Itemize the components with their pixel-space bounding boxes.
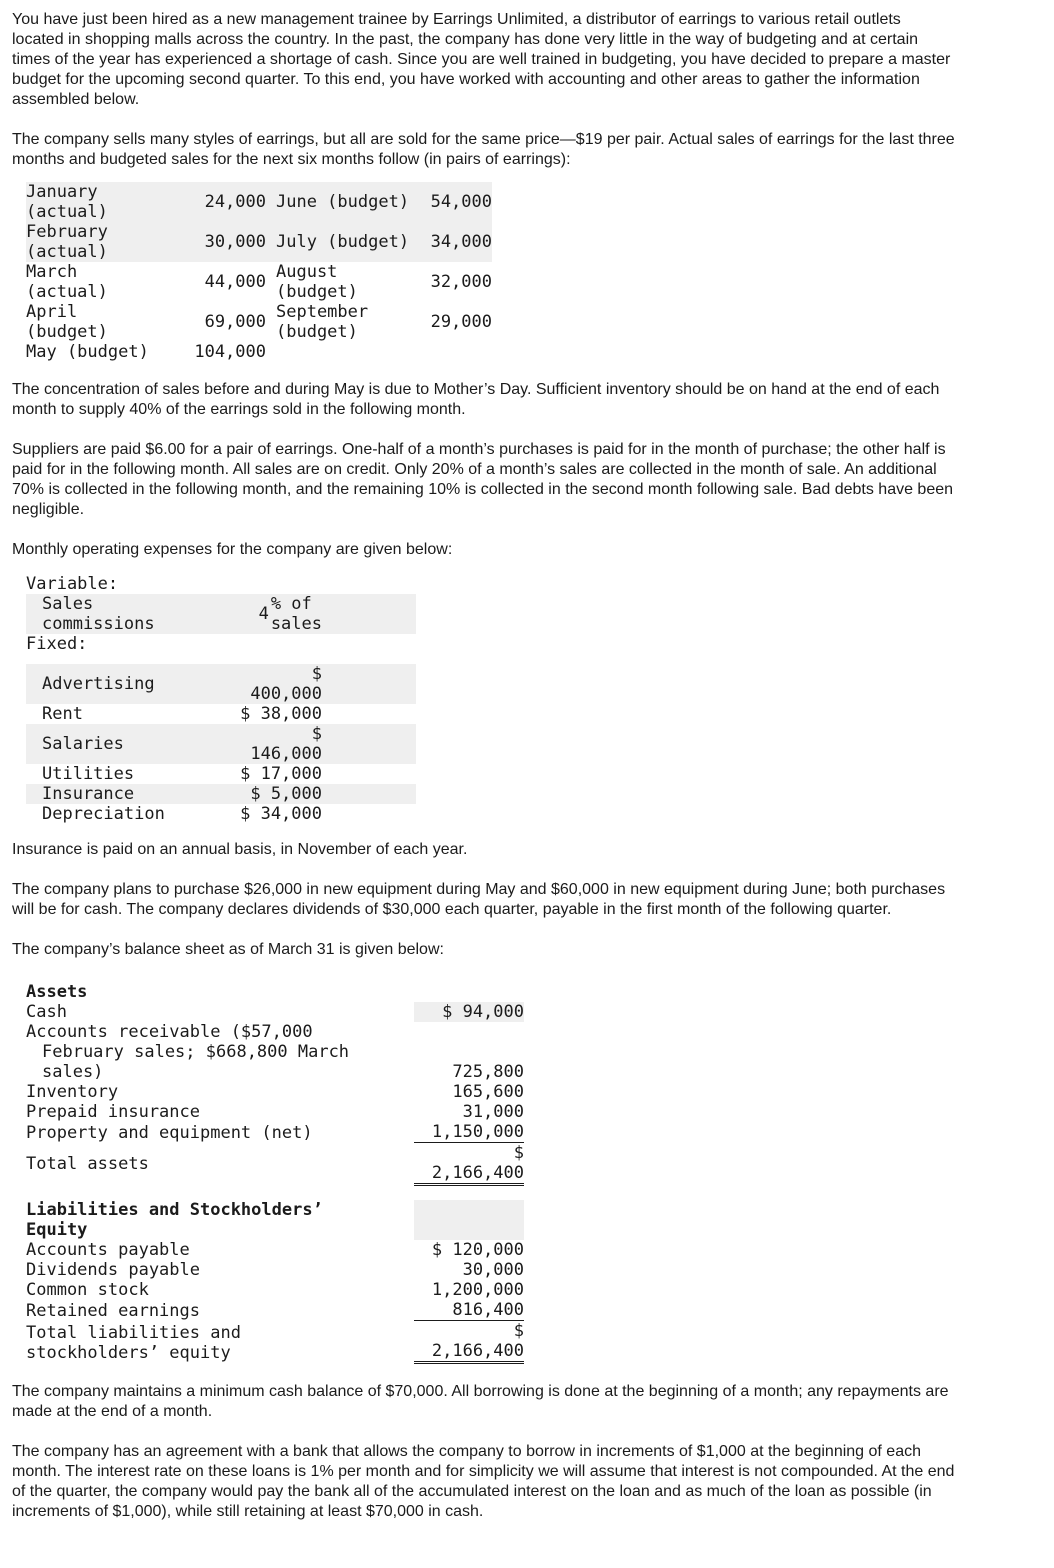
min-cash-paragraph: The company maintains a minimum cash balance of $70,000. All borrowing is done at the beginning of a month; any repayments are made at the end of a month. [12,1383,949,1420]
bs-row-retained: Retained earnings 816,400 [26,1300,524,1321]
intro-paragraph: You have just been hired as a new management trainee by Earrings Unlimited, a distributor of earrings to various retail outlets located in shopping malls across the country. In the past, the company has done very little in the way of budgeting and at certain times of the year has experienced a shortage of cash. Since you are well trained in budgeting, you have decided to prepare a master budget for the upcoming second quarter. To this end, you have worked with accounting and other areas to gather the information assembled below. [12,11,951,108]
expense-row: Fixed: [26,634,88,654]
bs-heading-liabilities: Liabilities and Stockholders’ Equity [26,1200,524,1240]
balance-sheet-table [26,982,524,1364]
bs-row-prepaid: Prepaid insurance 31,000 [26,1102,524,1122]
bs-row-total-assets: Total assets $ 2,166,400 [26,1143,524,1183]
expense-row-commissions: Sales commissions 4 % of sales [26,594,416,634]
expense-row-salaries: Salaries $ 146,000 [26,724,416,764]
equipment-paragraph: The company plans to purchase $26,000 in new equipment during May and $60,000 in new equipment during June; both purchases will be for cash. The company declares dividends of $30,000 each quarter, payable in the first month of the following quarter. [12,881,946,918]
bs-row-cash: Cash $ 94,000 [26,1002,524,1022]
sales-row: May (budget) 104,000 [26,342,266,362]
bs-row-dividends: Dividends payable 30,000 [26,1260,524,1280]
concentration-paragraph: The concentration of sales before and during May is due to Mother’s Day. Sufficient inventory should be on hand at the end of each month to supply 40% of the earrings sold in the following month. [12,381,940,418]
bank-paragraph: The company has an agreement with a bank that allows the company to borrow in increments of $1,000 at the beginning of each month. The interest rate on these loans is 1% per month and for simplicity we will assume that interest is not compounded. At the end of the quarter, the company would pay the bank all of the accumulated interest on the loan and as much of the loan as possible (in increments of $1,000), while still retaining at least $70,000 in cash. [12,1443,955,1520]
expense-row-depreciation: Depreciation $ 34,000 [42,804,322,824]
suppliers-paragraph: Suppliers are paid $6.00 for a pair of earrings. One-half of a month’s purchases is paid for in the month of purchase; the other half is paid for in the following month. All sales are on credit. Only 20% of a month’s sales are collected in the month of sale. An additional 70% is collected in the following month, and the remaining 10% is collected in the second month following sale. Bad debts have been negligible. [12,441,954,518]
bs-row-ppe: Property and equipment (net) 1,150,000 [26,1122,524,1143]
sales-row: January (actual) 24,000 June (budget) 54,000 [26,182,492,222]
balance-intro-paragraph: The company’s balance sheet as of March 31 is given below: [12,941,444,958]
bs-row-total-le: Total liabilities and stockholders’ equity $ 2,166,400 [26,1321,524,1363]
bs-row-inventory: Inventory 165,600 [26,1082,524,1102]
sales-row: April (budget) 69,000 September (budget) 29,000 [26,302,492,342]
sales-row: February (actual) 30,000 July (budget) 34,000 [26,222,492,262]
price-paragraph: The company sells many styles of earrings, but all are sold for the same price—$19 per pair. Actual sales of earrings for the last three months and budgeted sales for the next six months follow (in pairs of earrings): [12,131,955,168]
expense-row: Variable: [26,574,119,594]
insurance-paragraph: Insurance is paid on an annual basis, in November of each year. [12,841,468,858]
bs-heading-assets: Assets [26,982,88,1002]
expense-row-insurance: Insurance $ 5,000 [26,784,416,804]
sales-table [26,182,492,362]
bs-row-common-stock: Common stock 1,200,000 [26,1280,524,1300]
bs-row-ar: Accounts receivable ($57,000 February sales; $668,800 March sales) 725,800 [26,1022,524,1082]
bs-row-ap: Accounts payable $ 120,000 [26,1240,524,1260]
sales-row: March (actual) 44,000 August (budget) 32,000 [26,262,492,302]
expense-row-rent: Rent $ 38,000 [42,704,322,724]
expenses-intro-paragraph: Monthly operating expenses for the company are given below: [12,541,453,558]
expense-row-utilities: Utilities $ 17,000 [42,764,322,784]
expenses-table [26,574,416,824]
expense-row-advertising: Advertising $ 400,000 [26,664,416,704]
